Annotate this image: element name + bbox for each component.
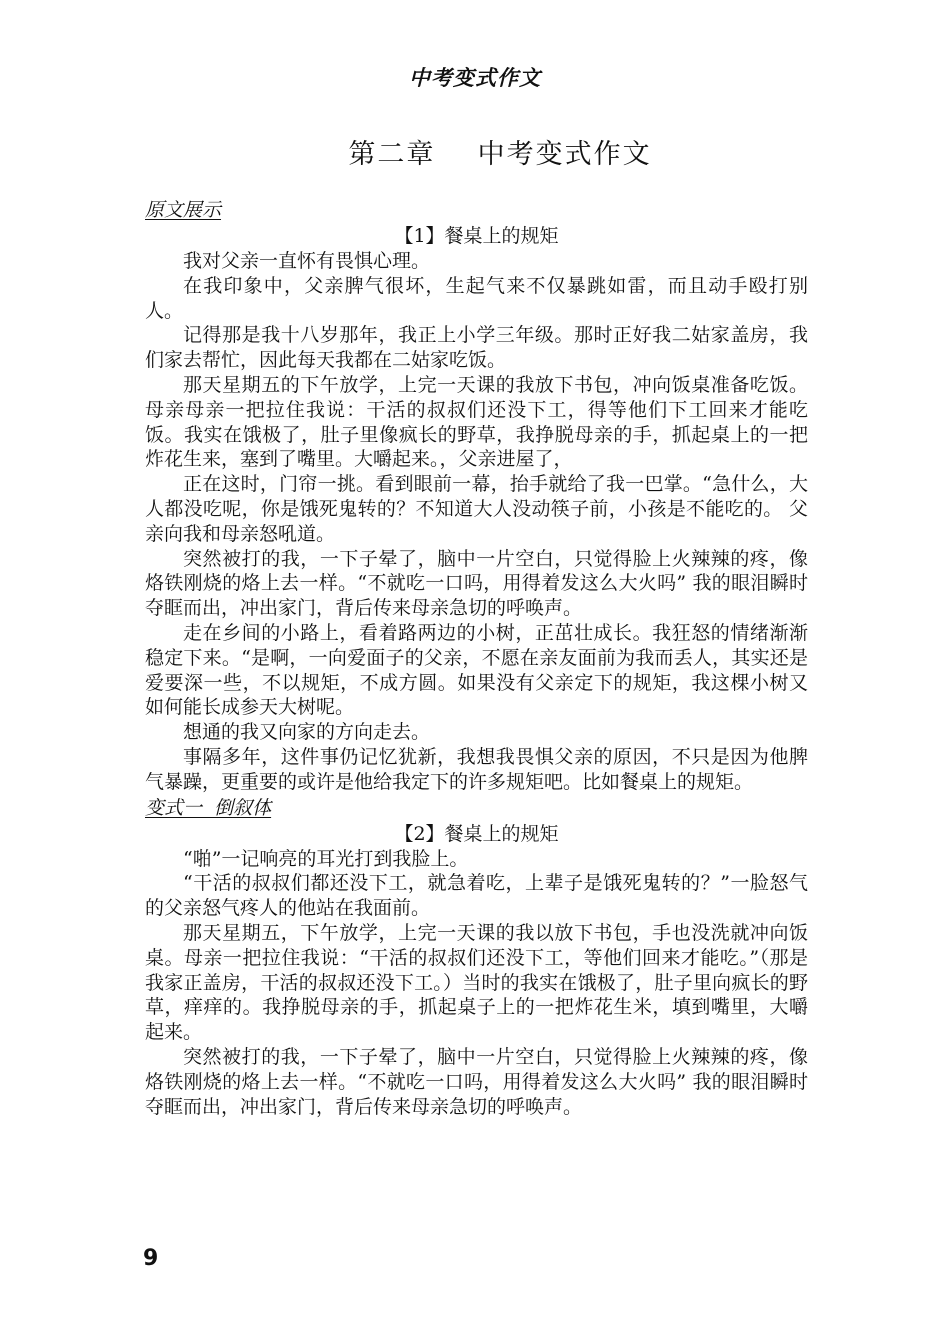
paragraph: 那天星期五的下午放学，上完一天课的我放下书包，冲向饭桌准备吃饭。母亲母亲一把拉住我说：干活的叔叔们还没下工，得等他们下工回来才能吃饭。我实在饿极了，肚子里像疯长的野草，我挣脱母亲的手，抓起桌上的一把炸花生来，塞到了嘴里。大嚼起来。，父亲进屋了，	[145, 373, 808, 471]
paragraph: 那天星期五，下午放学，上完一天课的我以放下书包，手也没洗就冲向饭桌。母亲一把拉住我说：“干活的叔叔们还没下工，等他们回来才能吃。”（那是我家正盖房，干活的叔叔还没下工。）当时的我实在饿极了，肚子里向疯长的野草，痒痒的。我挣脱母亲的手，抓起桌子上的一把炸花生米，填到嘴里，大嚼起来。	[145, 921, 808, 1044]
section-label: 变式一 倒叙体	[145, 796, 272, 819]
paragraph: 在我印象中，父亲脾气很坏，生起气来不仅暴跳如雷，而且动手殴打别人。	[145, 274, 808, 322]
chapter-title: 第二章 中考变式作文	[348, 139, 652, 170]
paragraph: 事隔多年，这件事仍记忆犹新，我想我畏惧父亲的原因，不只是因为他脾气暴躁，更重要的或许是他给我定下的许多规矩吧。比如餐桌上的规矩。	[145, 745, 808, 793]
paragraph: 突然被打的我，一下子晕了，脑中一片空白，只觉得脸上火辣辣的疼，像烙铁刚烧的烙上去一样。“不就吃一口吗，用得着发这么大火吗” 我的眼泪瞬时夺眶而出，冲出家门，背后传来母亲急切的呼唤声。	[145, 547, 808, 620]
body-text	[145, 197, 808, 1119]
article-title: 【1】餐桌上的规矩	[394, 225, 559, 247]
paragraph: 走在乡间的小路上，看着路两边的小树，正茁壮成长。我狂怒的情绪渐渐稳定下来。“是啊，一向爱面子的父亲，不愿在亲友面前为我而丢人，其实还是爱要深一些，不以规矩，不成方圆。如果没有父亲定下的规矩，我这棵小树又如何能长成参天大树呢。	[145, 621, 808, 719]
section-label: 原文展示	[145, 199, 222, 221]
paragraph: 想通的我又向家的方向走去。	[183, 721, 431, 744]
running-header: 中考变式作文	[409, 65, 541, 90]
paragraph: “干活的叔叔们都还没下工，就急着吃，上辈子是饿死鬼转的？”一脸怒气的父亲怒气疼人的他站在我面前。	[145, 872, 808, 920]
article-title: 【2】餐桌上的规矩	[394, 822, 559, 845]
paragraph: 突然被打的我，一下子晕了，脑中一片空白，只觉得脸上火辣辣的疼，像烙铁刚烧的烙上去一样。“不就吃一口吗，用得着发这么大火吗” 我的眼泪瞬时夺眶而出，冲出家门，背后传来母亲急切的呼唤声。	[145, 1045, 808, 1118]
paragraph: 正在这时，门帘一挑。看到眼前一幕，抬手就给了我一巴掌。“急什么，大人都没吃呢，你是饿死鬼转的？不知道大人没动筷子前，小孩是不能吃的。 父亲向我和母亲怒吼道。	[145, 473, 808, 545]
section-original	[145, 197, 808, 795]
paragraph: 我对父亲一直怀有畏惧心理。	[183, 250, 431, 272]
page-number: 9	[143, 1246, 159, 1271]
paragraph: 记得那是我十八岁那年，我正上小学三年级。那时正好我二姑家盖房，我们家去帮忙，因此每天我都在二姑家吃饭。	[145, 324, 808, 372]
section-variant-flashback	[145, 795, 808, 1120]
paragraph: “啪”一记响亮的耳光打到我脸上。	[183, 847, 469, 870]
